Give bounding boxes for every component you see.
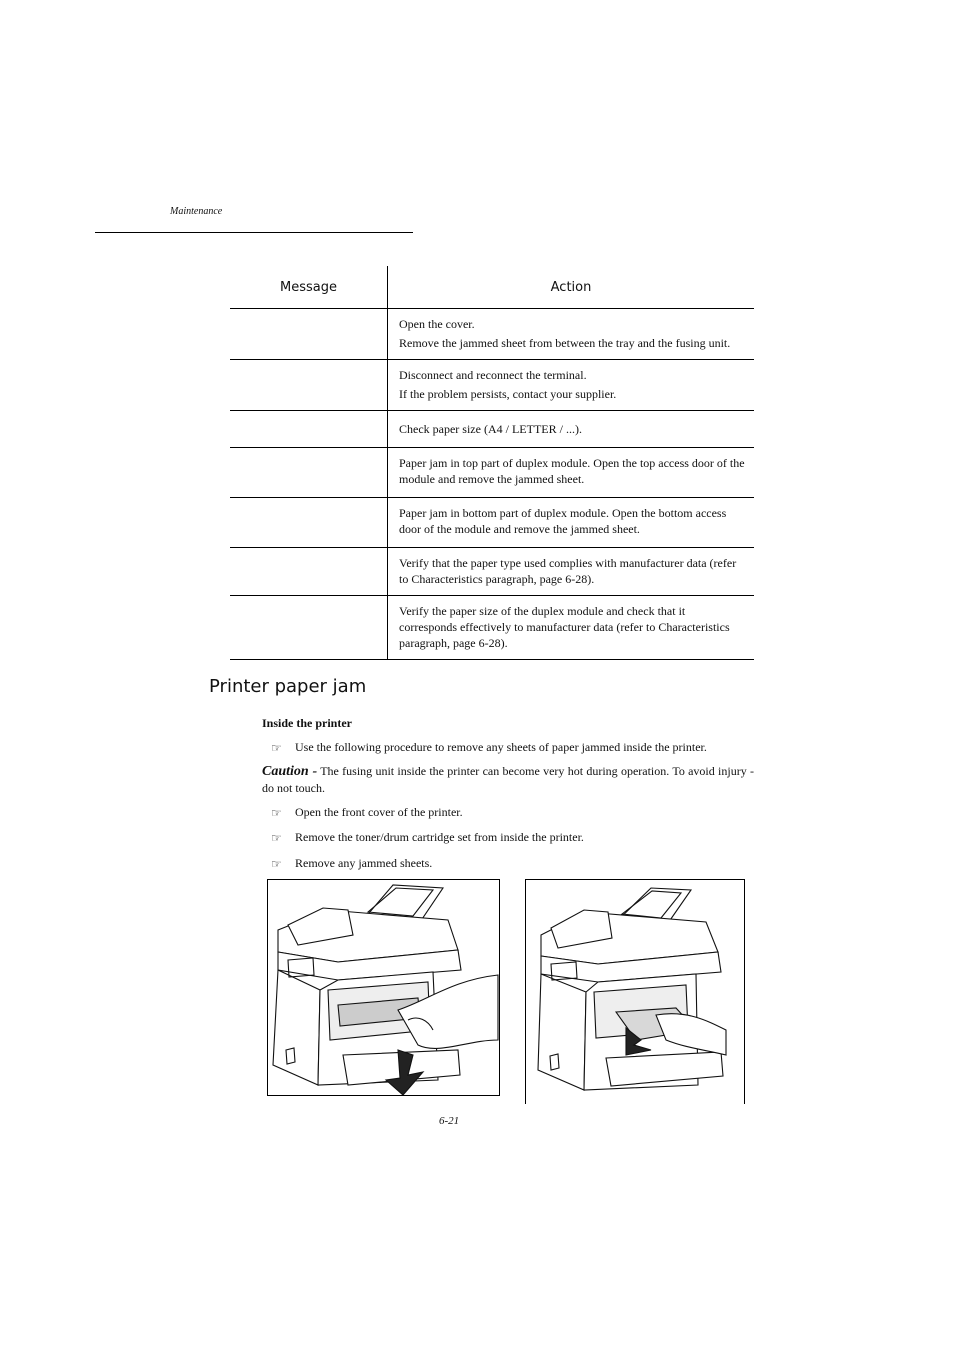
action-cell — [388, 448, 755, 498]
subheading: Inside the printer — [262, 716, 352, 730]
figure-remove-cartridge — [267, 879, 500, 1096]
caution-text: The fusing unit inside the printer can become very hot during operation. To avoid injury - do not touch. — [262, 764, 754, 795]
action-line: Disconnect and reconnect the terminal. — [399, 368, 587, 382]
table-row — [230, 448, 754, 498]
action-cell — [388, 498, 755, 548]
action-line: Paper jam in top part of duplex module. Open the top access door of the module and remove the jammed sheet. — [399, 456, 745, 486]
pointing-hand-icon: ☞ — [271, 830, 282, 845]
step-text: Use the following procedure to remove any sheets of paper jammed inside the printer. — [295, 740, 707, 754]
table-row — [230, 498, 754, 548]
section-title: Printer paper jam — [209, 676, 367, 697]
message-cell — [230, 360, 388, 411]
caution-label: Caution - — [262, 764, 318, 779]
action-cell — [388, 309, 755, 360]
message-action-table — [230, 266, 754, 660]
column-header-action: Action — [388, 266, 755, 309]
message-cell — [230, 309, 388, 360]
message-cell — [230, 448, 388, 498]
procedure-step — [271, 805, 463, 820]
action-cell — [388, 360, 755, 411]
action-cell — [388, 596, 755, 660]
action-line: Verify the paper size of the duplex module and check that it corresponds effectively to manufacturer data (refer to Characteristics paragraph, page 6-28). — [399, 604, 730, 650]
action-line: Open the cover. — [399, 317, 475, 331]
pointing-hand-icon: ☞ — [271, 856, 282, 871]
intro-step — [271, 740, 707, 755]
table-row — [230, 548, 754, 596]
figure-remove-jammed-sheet — [525, 879, 745, 1104]
message-cell — [230, 596, 388, 660]
step-text: Remove any jammed sheets. — [295, 856, 433, 870]
running-header: Maintenance — [170, 206, 223, 217]
procedure-step — [271, 856, 432, 871]
table-row — [230, 360, 754, 411]
action-line: Verify that the paper type used complies with manufacturer data (refer to Characteristics paragraph, page 6-28). — [399, 556, 737, 586]
action-line: Remove the jammed sheet from between the tray and the fusing unit. — [399, 336, 731, 350]
action-line: If the problem persists, contact your supplier. — [399, 387, 617, 401]
message-cell — [230, 548, 388, 596]
table-row — [230, 596, 754, 660]
message-cell — [230, 498, 388, 548]
table-row — [230, 411, 754, 448]
action-cell — [388, 411, 755, 448]
printer-illustration — [526, 880, 744, 1104]
step-text: Remove the toner/drum cartridge set from inside the printer. — [295, 830, 584, 844]
pointing-hand-icon: ☞ — [271, 740, 282, 755]
header-rule — [95, 232, 413, 233]
table-header-row — [230, 266, 754, 309]
action-line: Paper jam in bottom part of duplex module. Open the bottom access door of the module and remove the jammed sheet. — [399, 506, 727, 536]
action-line: Check paper size (A4 / LETTER / ...). — [399, 422, 582, 436]
caution-note — [262, 763, 754, 796]
procedure-step — [271, 830, 584, 845]
page-number: 6-21 — [439, 1115, 460, 1127]
pointing-hand-icon: ☞ — [271, 805, 282, 820]
action-cell — [388, 548, 755, 596]
printer-illustration — [268, 880, 499, 1095]
step-text: Open the front cover of the printer. — [295, 805, 463, 819]
column-header-message: Message — [230, 266, 388, 309]
message-cell — [230, 411, 388, 448]
table-row — [230, 309, 754, 360]
